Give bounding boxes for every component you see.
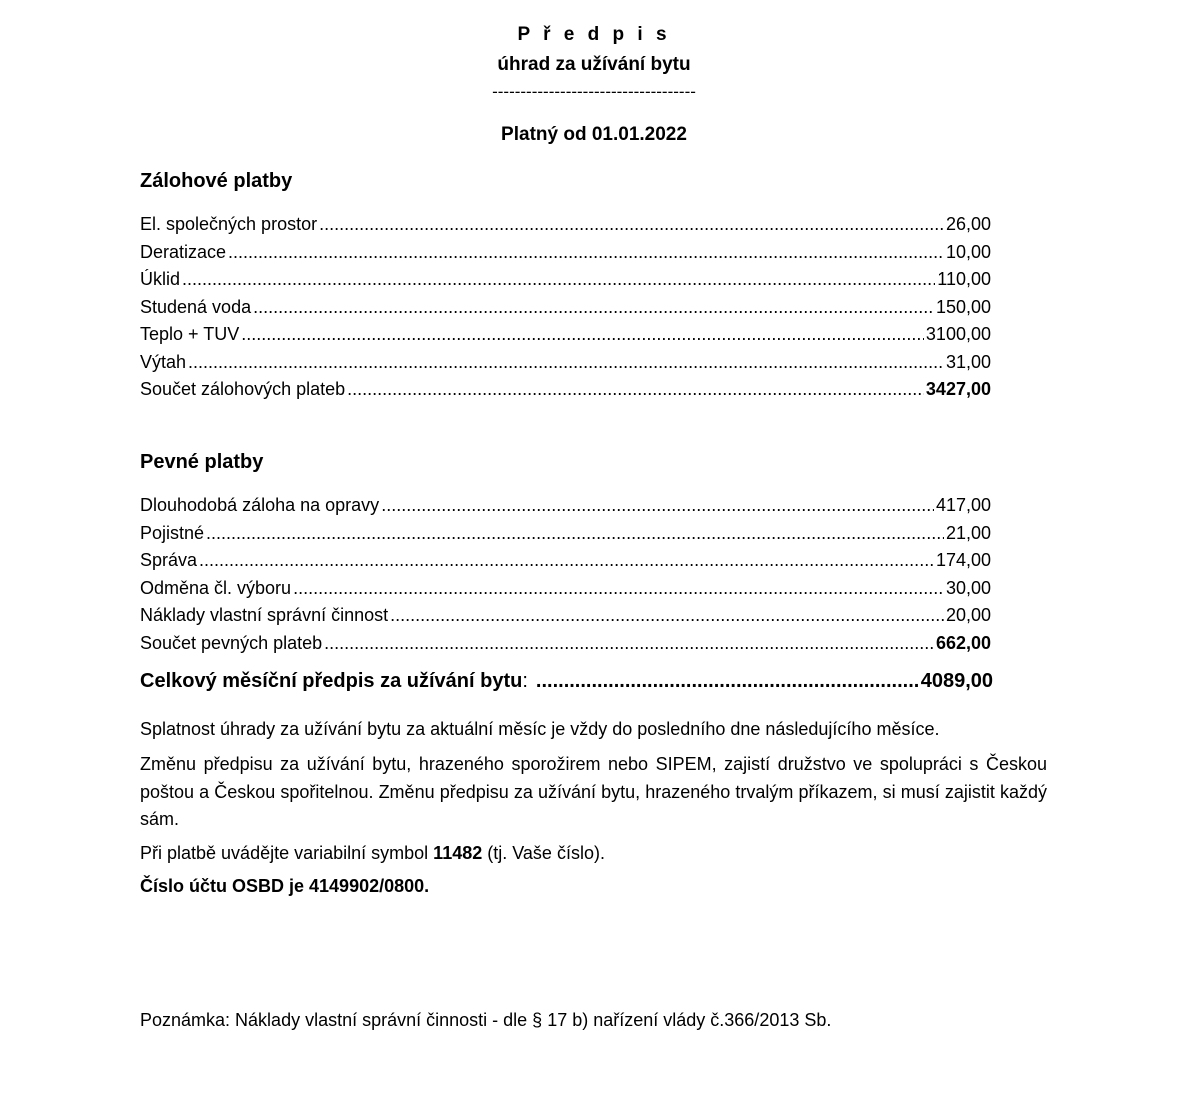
item-label: Náklady vlastní správní činnost: [140, 605, 389, 625]
vs-prefix: Při platbě uvádějte variabilní symbol: [140, 843, 429, 863]
dot-leader: [536, 670, 919, 693]
total-amount: 3427,00: [925, 379, 991, 399]
item-amount: 31,00: [945, 351, 991, 372]
dot-leader: [182, 269, 935, 290]
dot-leader: [390, 605, 944, 626]
dot-leader: [324, 633, 934, 654]
total-label: Součet zálohových plateb: [140, 379, 346, 399]
divider: ------------------------------------: [492, 82, 696, 101]
item-amount: 3100,00: [925, 324, 991, 344]
list-item: [140, 605, 991, 633]
item-label: Správa: [140, 550, 198, 570]
grand-total-colon: :: [522, 670, 528, 692]
item-amount: 26,00: [945, 214, 991, 234]
list-item: [140, 352, 991, 380]
dot-leader: [347, 379, 924, 400]
list-item: [140, 269, 991, 297]
total-label: Součet pevných plateb: [140, 632, 323, 653]
item-amount: 417,00: [935, 495, 991, 515]
grand-total-label: Celkový měsíční předpis za užívání bytu: [140, 670, 523, 692]
item-amount: 30,00: [945, 577, 991, 598]
dot-leader: [206, 523, 944, 544]
dot-leader: [188, 352, 944, 373]
dot-leader: [293, 578, 944, 599]
vs-suffix: (tj. Vaše číslo).: [487, 843, 605, 863]
list-item: [140, 242, 991, 270]
item-label: Odměna čl. výboru: [140, 577, 292, 598]
grand-total-row: [140, 670, 993, 700]
valid-from: Platný od 01.01.2022: [501, 124, 687, 145]
list-item: [140, 495, 991, 523]
list-item: [140, 523, 991, 551]
item-amount: 150,00: [935, 296, 991, 317]
item-amount: 174,00: [935, 550, 991, 570]
item-amount: 110,00: [937, 269, 991, 289]
account-number: Číslo účtu OSBD je 4149902/0800.: [140, 876, 430, 896]
item-amount: 21,00: [945, 522, 991, 543]
item-amount: 20,00: [945, 605, 991, 625]
item-label: Dlouhodobá záloha na opravy: [140, 495, 380, 515]
advance-total-row: [140, 379, 991, 407]
variable-symbol: 11482: [433, 843, 483, 863]
footnote: Poznámka: Náklady vlastní správní činnosti - dle § 17 b) nařízení vlády č.366/2013 Sb.: [140, 1010, 832, 1030]
advance-list: [140, 214, 991, 407]
due-paragraph: Splatnost úhrady za užívání bytu za aktuální měsíc je vždy do posledního dne následujícího měsíce.: [140, 719, 940, 739]
fixed-list: [140, 495, 991, 660]
item-label: Výtah: [140, 351, 187, 372]
document-title: P ř e d p i s: [517, 24, 671, 45]
change-paragraph: Změnu předpisu za užívání bytu, hrazeného sporožirem nebo SIPEM, zajistí družstvo ve spolupráci s Českou poštou a Českou spořitelnou. Změnu předpisu za užívání bytu, hrazeného trvalým příkazem, si musí zajistit každý sám.: [140, 754, 1047, 829]
item-label: Teplo + TUV: [140, 324, 240, 344]
grand-total: [140, 670, 993, 700]
item-label: Deratizace: [140, 241, 227, 262]
fixed-total-row: [140, 633, 991, 661]
dot-leader: [253, 297, 934, 318]
item-amount: 10,00: [945, 241, 991, 262]
dot-leader: [381, 495, 934, 516]
dot-leader: [228, 242, 944, 263]
item-label: El. společných prostor: [140, 214, 318, 234]
list-item: [140, 297, 991, 325]
grand-total-amount: 4089,00: [920, 670, 993, 692]
dot-leader: [241, 324, 924, 345]
total-amount: 662,00: [935, 632, 991, 653]
dot-leader: [199, 550, 934, 571]
advance-heading: Zálohové platby: [140, 170, 293, 192]
list-item: [140, 324, 991, 352]
item-label: Úklid: [140, 269, 181, 289]
list-item: [140, 578, 991, 606]
list-item: [140, 214, 991, 242]
item-label: Studená voda: [140, 296, 252, 317]
vs-paragraph: [140, 840, 1047, 868]
dot-leader: [319, 214, 944, 235]
fixed-heading: Pevné platby: [140, 451, 264, 473]
document-subtitle: úhrad za užívání bytu: [497, 54, 691, 75]
list-item: [140, 550, 991, 578]
item-label: Pojistné: [140, 522, 205, 543]
